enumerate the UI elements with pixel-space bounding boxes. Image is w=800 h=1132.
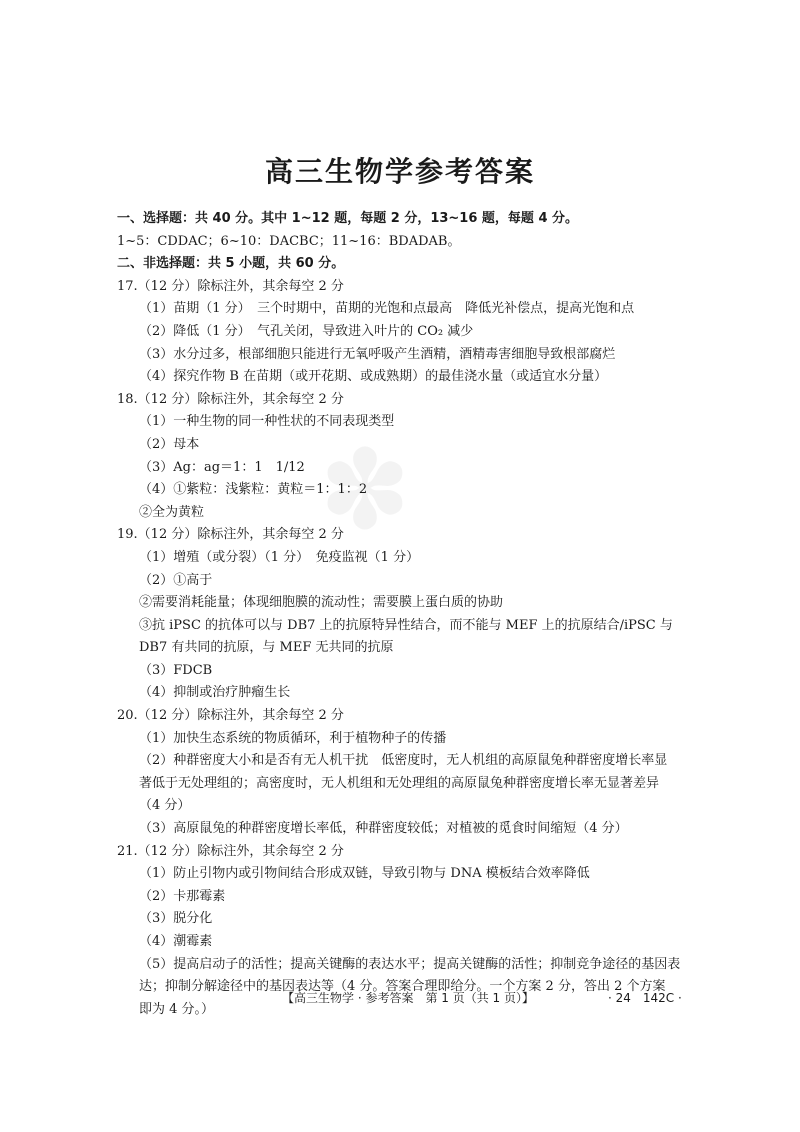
answer-line: （1）一种生物的同一种性状的不同表现类型 [139,414,395,430]
answer-line: 17.（12 分）除标注外，其余每空 2 分 [117,278,344,294]
answer-line: （3）脱分化 [139,911,213,927]
answer-line: （2）降低（1 分） 气孔关闭，导致进入叶片的 CO₂ 减少 [139,323,474,339]
answer-line: （1）防止引物内或引物间结合形成双链，导致引物与 DNA 模板结合效率降低 [139,866,590,882]
answer-line: （4）①紫粒：浅紫粒：黄粒＝1：1：2 [139,482,368,498]
answer-line: 18.（12 分）除标注外，其余每空 2 分 [117,391,344,407]
answer-line: 著低于无处理组的；高密度时，无人机组和无处理组的高原鼠兔种群密度增长率无显著差异 [139,775,660,791]
answer-line: （1）苗期（1 分） 三个时期中，苗期的光饱和点最高 降低光补偿点，提高光饱和点 [139,301,635,317]
page-footer [0,989,800,1009]
answer-line: （3）Ag：ag＝1：1 1/12 [139,459,305,475]
answer-line: （2）种群密度大小和是否有无人机干扰 低密度时，无人机组的高原鼠兔种群密度增长率显 [139,753,668,769]
answer-line: （2）卡那霉素 [139,888,226,904]
answer-line: （1）加快生态系统的物质循环，利于植物种子的传播 [139,730,447,746]
answer-line: 20.（12 分）除标注外，其余每空 2 分 [117,708,344,724]
answer-line: DB7 有共同的抗原，与 MEF 无共同的抗原 [139,640,394,656]
footer-code: · 24 142C · [608,991,682,1005]
answer-line: 达；抑制分解途径中的基因表达等（4 分。答案合理即给分。一个方案 2 分，答出 2 个方案 [139,979,666,995]
answer-line: 19.（12 分）除标注外，其余每空 2 分 [117,527,344,543]
answer-content [117,208,707,1021]
answer-line: （4）探究作物 B 在苗期（或开花期、或成熟期）的最佳浇水量（或适宜水分量） [139,369,608,385]
answer-line: （2）母本 [139,436,200,452]
answer-line: 一、选择题：共 40 分。其中 1~12 题，每题 2 分，13~16 题，每题 4 分。 [117,211,579,226]
answer-line: （4）潮霉素 [139,934,213,949]
page-title: 高三生物学参考答案 [264,155,535,188]
answer-line: 1~5：CDDAC；6~10：DACBC；11~16：BDADAB。 [117,233,461,249]
answer-line: （2）①高于 [139,572,213,588]
answer-line: （3）水分过多，根部细胞只能进行无氧呼吸产生酒精，酒精毒害细胞导致根部腐烂 [139,346,616,362]
answer-line: 即为 4 分。） [139,1001,215,1017]
answer-line: （4）抑制或治疗肿瘤生长 [139,685,291,701]
watermark-logo: ✽ [318,426,412,554]
answer-line: （4 分） [139,798,191,814]
answer-line: ②需要消耗能量；体现细胞膜的流动性；需要膜上蛋白质的协助 [139,595,504,611]
footer-page-info: 【高三生物学 · 参考答案 第 1 页（共 1 页）】 [282,991,534,1005]
answer-line: 21.（12 分）除标注外，其余每空 2 分 [117,843,344,859]
answer-line: ③抗 iPSC 的抗体可以与 DB7 上的抗原特异性结合，而不能与 MEF 上的抗原结合/iPSC 与 [139,617,673,633]
answer-line: （3）FDCB [139,662,213,678]
answer-line: （3）高原鼠兔的种群密度增长率低，种群密度较低；对植被的觅食时间缩短（4 分） [139,821,628,837]
answer-line: ②全为黄粒 [139,504,205,520]
answer-line: （5）提高启动子的活性；提高关键酶的表达水平；提高关键酶的活性；抑制竞争途径的基因表 [139,956,681,972]
answer-line: （1）增殖（或分裂）（1 分） 免疫监视（1 分） [139,549,420,565]
answer-line: 二、非选择题：共 5 小题，共 60 分。 [117,256,345,272]
